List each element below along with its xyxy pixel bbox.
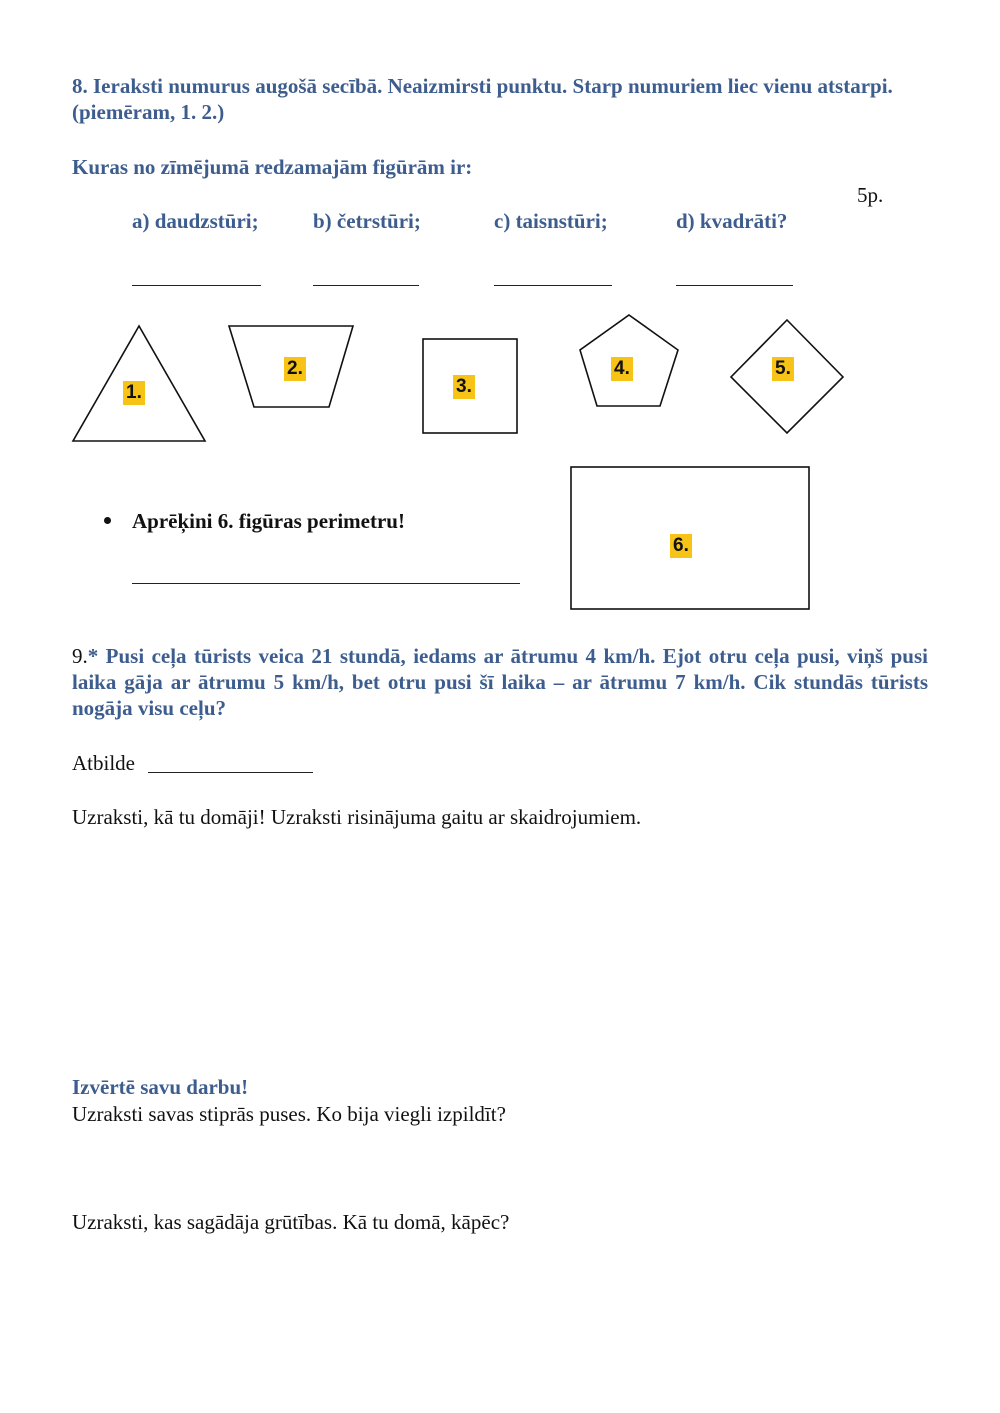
bullet-dot (104, 517, 111, 524)
perimeter-task: Aprēķini 6. figūras perimetru! (132, 509, 405, 533)
option-a: a) daudzstūri; (132, 209, 259, 233)
option-c: c) taisnstūri; (494, 209, 608, 233)
points-label: 5p. (857, 183, 884, 207)
answer-label: Atbilde (72, 751, 135, 775)
figure-label-4: 4. (611, 357, 633, 381)
task9-number: 9. (72, 644, 88, 668)
reflection-heading: Izvērtē savu darbu! (72, 1075, 249, 1099)
reflection-strengths: Uzraksti savas stiprās puses. Ko bija viegli izpildīt? (72, 1102, 506, 1126)
figure-label-2: 2. (284, 357, 306, 381)
task8-instruction: 8. Ieraksti numurus augošā secībā. Neaizmirsti punktu. Starp numuriem liec vienu atstarpi. (piemēram, 1. 2.) (72, 74, 893, 124)
figure-label-1: 1. (123, 381, 145, 405)
task9-answer-input[interactable] (148, 751, 313, 773)
task8-question: Kuras no zīmējumā redzamajām figūrām ir: (72, 155, 473, 179)
figure-label-6: 6. (670, 534, 692, 558)
task9-problem (72, 643, 928, 721)
reflection-difficulties: Uzraksti, kas sagādāja grūtības. Kā tu domā, kāpēc? (72, 1210, 510, 1234)
task9-text: * Pusi ceļa tūrists veica 21 stundā, iedams ar ātrumu 4 km/h. Ejot otru ceļa pusi, viņš pusi laika gāja ar ātrumu 5 km/h, bet otru pusi šī laika – ar ātrumu 7 km/h. Cik stundās tūrists nogāja visu ceļu? (72, 644, 928, 720)
option-d: d) kvadrāti? (676, 209, 788, 233)
option-b: b) četrstūri; (313, 209, 421, 233)
figure-label-5: 5. (772, 357, 794, 381)
figures-drawing (0, 0, 1000, 640)
perimeter-answer-input[interactable] (132, 562, 520, 584)
figure-label-3: 3. (453, 375, 475, 399)
task9-explain: Uzraksti, kā tu domāji! Uzraksti risinājuma gaitu ar skaidrojumiem. (72, 805, 642, 829)
